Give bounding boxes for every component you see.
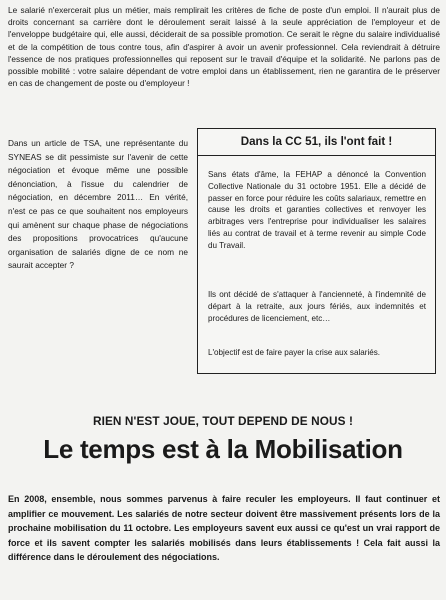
callout-title: Dans la CC 51, ils l'ont fait ! [240,135,393,148]
callout-paragraph-fehap: Sans états d'âme, la FEHAP a dénoncé la Convention Collective Nationale du 31 octobre 1951. Elle a décidé de passer en force pour réduire les coûts salariaux, remettre en cause les droits et garanties collectives et renvoyer les arbitrages vers l'entreprise pour individualiser les salaires liés au contrat de travail et à terme revenir au simple Code du Travail. [208,170,426,250]
closing-paragraph: En 2008, ensemble, nous sommes parvenus à faire reculer les employeurs. Il faut continuer et amplifier ce mouvement. Les salariés de notre secteur doivent être massivement présents lors de la prochaine mobilisation du 11 octobre. Les employeurs savent eux aussi ce qu'est un vrai rapport de force et ils savent compter les salariés mobilisés dans leurs établissements ! Cela fait aussi la différence dans le déroulement des négociations. [8,494,440,562]
cc51-callout-box [197,128,436,374]
callout-paragraph-objective: L'objectif est de faire payer la crise aux salariés. [208,348,381,357]
syneas-article-paragraph: Dans un article de TSA, une représentante du SYNEAS se dit pessimiste sur l'avenir de cette négociation et évoque même une possible dénonciation, à l'issue du calendrier de négociation, en décembre 2011… En vérité, n'est ce pas ce que souhaitent nos employeurs qui amènent sur chaque phase de négociations des propositions provocatrices qu'aucune organisation de salariés digne de ce nom ne saurait accepter ? [8,138,188,271]
callout-paragraph-attacks: Ils ont décidé de s'attaquer à l'ancienneté, à l'indemnité de départ à la retraite, aux jours fériés, aux indemnités et procédures de licenciement, etc… [208,290,426,323]
intro-paragraph: Le salarié n'exercerait plus un métier, mais remplirait les critères de fiche de poste d'un emploi. Il n'aurait plus de droits concernant sa carrière dont le déroulement serait laissé à la seule appréciation de l'employeur et de l'enveloppe budgétaire qui, elle aussi, déciderait de sa possible promotion. Ce serait le règne du salaire individualisé et de la compétition de tous contre tous, afin d'aspirer à avoir un avenir professionnel. Cela reviendrait à détruire l'essence de nos pratiques professionnelles qui reposent sur le travail d'équipe et la solidarité. Ne parlons pas de possible mobilité : votre salaire dépendant de votre emploi dans un établissement, rien ne garantira de le préserver en cas de changement de poste ou d'employeur ! [8,5,440,89]
callout-divider [198,155,435,156]
slogan-heading: RIEN N'EST JOUE, TOUT DEPEND DE NOUS ! [92,414,354,428]
main-headline: Le temps est à la Mobilisation [43,434,403,464]
